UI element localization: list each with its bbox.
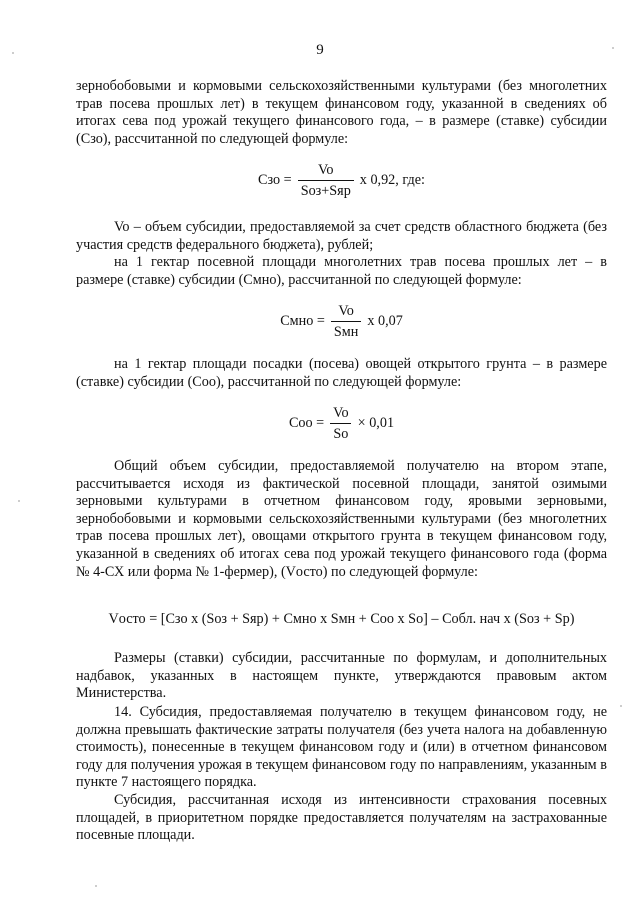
- formula-smno-fraction: [331, 303, 361, 340]
- paragraph-text: Общий объем субсидии, предоставляемой получателю на втором этапе, рассчитывается исходя из фактической посевной площади, занятой озимыми зерновыми культурами в отчетном финансовом году, яровыми зерновыми, зернобобовыми и кормовыми сельскохозяйственными культурами (без многолетних трав посева прошлых лет), овощами открытого грунта в текущем финансовом году, указанной в сведениях об итогах сева под урожай текущего финансового года (форма № 4-СХ или форма № 1-фермер), (Vосто) по следующей формуле:: [76, 458, 607, 580]
- formula-smno-numerator: Vo: [338, 303, 354, 319]
- formula-smno-rhs: x 0,07: [367, 313, 403, 329]
- formula-smno-denominator: Sмн: [331, 321, 361, 340]
- formula-szo: [76, 162, 607, 199]
- paragraph-text: зернобобовыми и кормовыми сельскохозяйственными культурами (без многолетних трав посева прошлых лет) в текущем финансовом году, указанной в сведениях об итогах сева под урожай текущего финансового года, – в размере (ставке) субсидии (Сзо), рассчитанной по следующей формуле:: [76, 78, 607, 147]
- formula-szo-numerator: Vo: [317, 162, 334, 178]
- paragraph-text: 14. Субсидия, предоставляемая получателю в текущем финансовом году, не должна превышать фактические затраты получателя (без учета налога на добавленную стоимость), понесенные в текущем финансовом году и (или) в отчетном финансовом году для получения урожая в текущем финансовом году по направлениям, указанным в пункте 7 настоящего порядка.: [76, 704, 607, 791]
- paragraph-text: Vo – объем субсидии, предоставляемой за счет средств областного бюджета (без участия средств федерального бюджета), рублей;: [76, 219, 607, 253]
- formula-szo-lhs: Сзо =: [258, 172, 292, 188]
- formula-soo-rhs: × 0,01: [357, 415, 395, 431]
- paragraph-total-subsidy: [76, 458, 607, 581]
- paragraph-rates: [76, 650, 607, 703]
- scan-speck: [12, 52, 14, 54]
- paragraph-text: на 1 гектар посевной площади многолетних трав посева прошлых лет – в размере (ставке) субсидии (Смно), рассчитанной по следующей формуле:: [76, 254, 607, 288]
- formula-soo-denominator: So: [330, 423, 351, 442]
- paragraph-crops-continuation: [76, 78, 607, 148]
- paragraph-vegetables: [76, 356, 607, 391]
- formula-soo-fraction: [330, 405, 352, 442]
- formula-vosto-text: Vосто = [Сзо x (Sоз + Sяр) + Смно x Sмн + Соо x So] – Собл. нач x (Sоз + Sp): [108, 611, 575, 627]
- formula-szo-denominator: Sоз+Sяр: [298, 180, 354, 199]
- scan-speck: [612, 47, 614, 49]
- paragraph-text: Субсидия, рассчитанная исходя из интенсивности страхования посевных площадей, в приоритетном порядке предоставляется получателям на застрахованные посевные площади.: [76, 792, 607, 844]
- paragraph-perennial-grasses: [76, 254, 607, 289]
- paragraph-insurance: [76, 792, 607, 845]
- scan-speck: [95, 885, 97, 887]
- scan-speck: [620, 705, 622, 707]
- formula-szo-rhs: x 0,92, где:: [359, 172, 425, 188]
- formula-soo-lhs: Соо =: [288, 415, 325, 431]
- formula-vosto: [76, 611, 607, 628]
- paragraph-text: Размеры (ставки) субсидии, рассчитанные по формулам, и дополнительных надбавок, указанных в настоящем пункте, утверждаются правовым актом Министерства.: [76, 650, 607, 702]
- formula-soo: [76, 405, 607, 442]
- formula-szo-fraction: [298, 162, 354, 199]
- paragraph-vo-definition: [76, 219, 607, 254]
- paragraph-item-14: [76, 704, 607, 792]
- formula-smno: [76, 303, 607, 340]
- page-number: 9: [316, 42, 324, 58]
- paragraph-text: на 1 гектар площади посадки (посева) овощей открытого грунта – в размере (ставке) субсидии (Соо), рассчитанной по следующей формуле:: [76, 356, 607, 390]
- formula-soo-numerator: Vo: [333, 405, 349, 421]
- formula-smno-lhs: Смно =: [280, 313, 325, 329]
- scan-speck: [18, 500, 20, 502]
